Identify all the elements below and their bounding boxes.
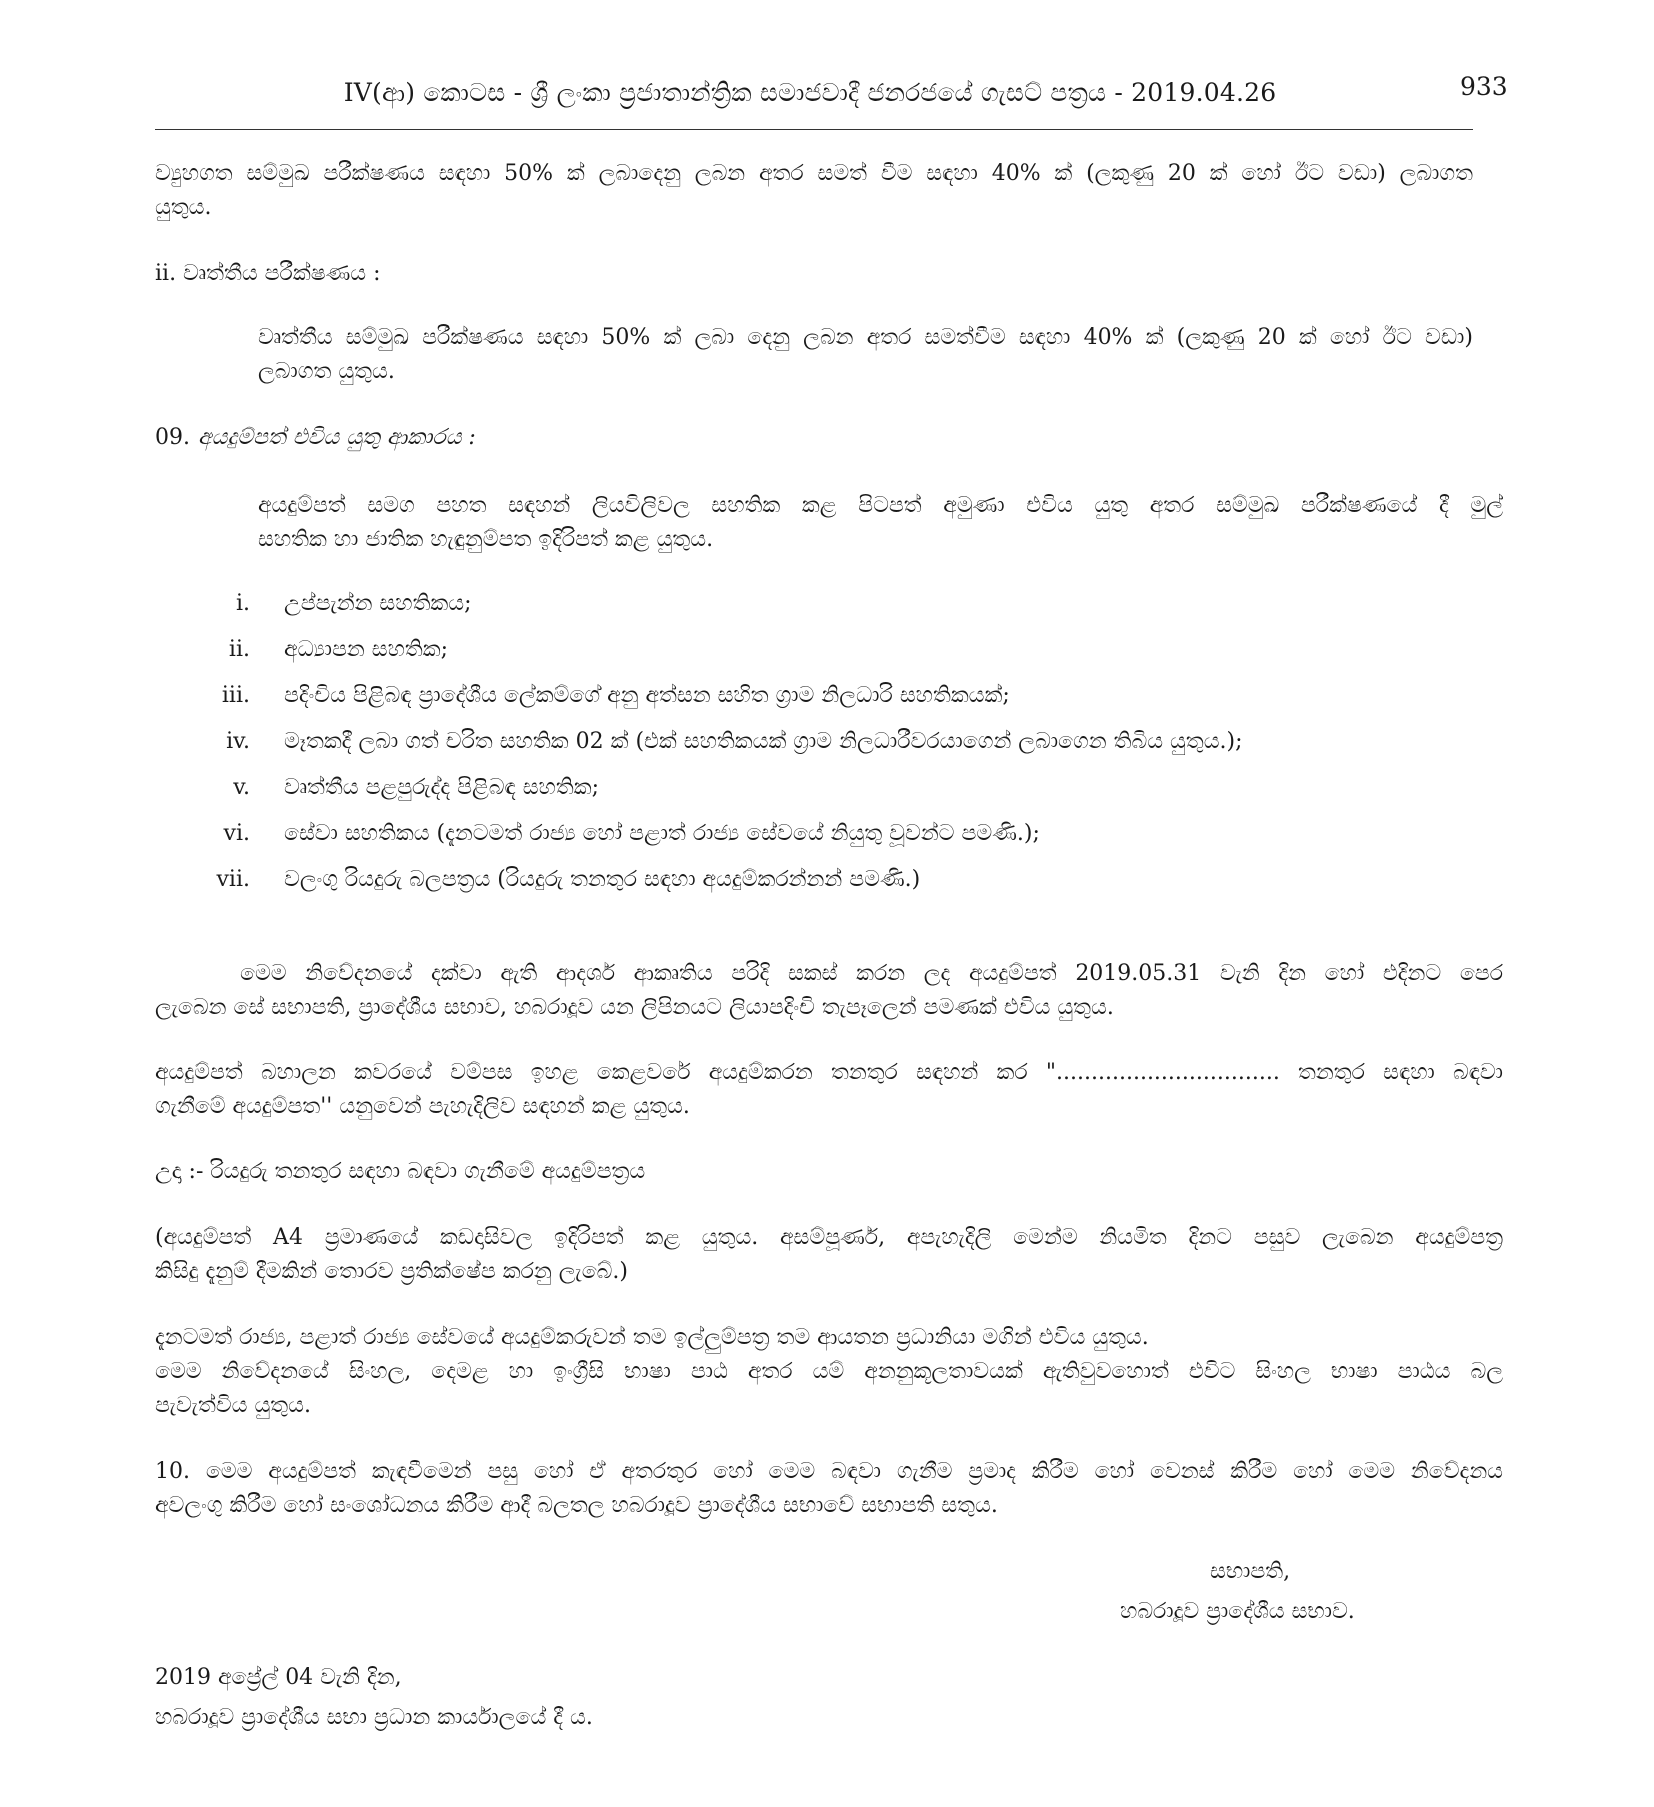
list-item-numeral: iii. xyxy=(221,683,250,708)
professional-test-line-2: ලබාගත යුතුය. xyxy=(258,359,395,384)
header-divider xyxy=(155,129,1473,130)
language-precedence-line-2: පැවැත්විය යුතුය. xyxy=(155,1393,311,1418)
list-item-text: උප්පැන්න සහතිකය; xyxy=(284,591,472,616)
public-servants-note: දැනටමත් රාජ්‍ය, පළාත් රාජ්‍ය සේවයේ අයදුම්කරුවන් තම ඉල්ලුම්පත්‍ර තම ආයතන ප්‍රධානියා මගින් එවිය යුතුය. xyxy=(155,1325,1149,1350)
list-item-numeral: vii. xyxy=(216,867,250,892)
list-item-text: වලංගු රියදුරු බලපත්‍රය (රියදුරු තනතුර සඳහා අයදුම්කරන්නන් පමණි.) xyxy=(284,867,921,892)
list-item-text: පදිංචිය පිළිබඳ ප්‍රාදේශීය ලේකම්ගේ අනු අත්සන සහිත ග්‍රාම නිලධාරි සහතිකයක්; xyxy=(284,683,1010,708)
language-precedence-line-1: මෙම නිවේදනයේ සිංහල, දෙමළ හා ඉංග්‍රීසි භාෂා පාඨ අතර යම් අනනුකූලතාවයක් ඇතිවුවහොත් එවිට සිංහල භාෂා පාඨය බල xyxy=(155,1359,1503,1384)
issue-place: හබරාදූව ප්‍රාදේශීය සභා ප්‍රධාන කාර්යාලයේ දී ය. xyxy=(155,1705,593,1730)
section-10-line-1: 10. මෙම අයදුම්පත් කැඳවීමෙන් පසු හෝ ඒ අතරතුර හෝ මෙම බඳවා ගැනීම ප්‍රමාද කිරීම හෝ වෙනස් කිරීම හෝ මෙම නිවේදනය xyxy=(155,1459,1503,1484)
list-item-text: මෑතකදී ලබා ගත් චරිත සහතික 02 ක් (එක් සහතිකයක් ග්‍රාම නිලධාරීවරයාගෙන් ලබාගෙන තිබිය යුතුය.); xyxy=(284,729,1243,754)
signatory-title: සභාපති, xyxy=(1210,1559,1291,1584)
envelope-example: උදා :- රියදුරු තනතුර සඳහා බඳවා ගැනීමේ අයදුම්පත්‍රය xyxy=(155,1159,646,1184)
page-number: 933 xyxy=(1460,72,1508,101)
section-09-intro-line-1: අයදුම්පත් සමග පහත සඳහන් ලියවිලිවල සහතික කළ පිටපත් අමුණා එවිය යුතු අතර සම්මුඛ පරීක්ෂණයේ දී මුල් xyxy=(258,493,1503,518)
issue-date: 2019 අප්‍රේල් 04 වැනි දින, xyxy=(155,1665,402,1690)
list-item-numeral: v. xyxy=(233,775,250,800)
paper-size-note-line-2: කිසිදු දැනුම් දීමකින් තොරව ප්‍රතික්ෂේප කරනු ලැබේ.) xyxy=(155,1259,628,1284)
signatory-office: හබරාදූව ප්‍රාදේශීය සභාව. xyxy=(1120,1599,1355,1624)
professional-test-line-1: වෘත්තීය සම්මුඛ පරීක්ෂණය සඳහා 50% ක් ලබා දෙනු ලබන අතර සමත්වීම සඳහා 40% ක් (ලකුණු 20 ක් හෝ ඊට වඩා) xyxy=(258,325,1473,350)
list-item-text: සේවා සහතිකය (දැනටමත් රාජ්‍ය හෝ පළාත් රාජ්‍ය සේවයේ නියුතු වූවන්ට පමණි.); xyxy=(284,821,1040,846)
list-item-numeral: i. xyxy=(235,591,250,616)
gazette-header-title: IV(ආ) කොටස - ශ්‍රී ලංකා ප්‍රජාතාන්ත්‍රික සමාජවාදී ජනරජයේ ගැසට් පත්‍රය - 2019.04.26 xyxy=(343,78,1277,107)
section-09-heading: අයදුම්පත් එවිය යුතු ආකාරය : xyxy=(198,425,476,450)
section-09-number: 09. xyxy=(155,425,190,450)
section-09-intro-line-2: සහතික හා ජාතික හැඳුනුම්පත ඉදිරිපත් කළ යුතුය. xyxy=(258,527,714,552)
list-item-text: අධ්‍යාපන සහතික; xyxy=(284,637,449,662)
interview-marks-line-1: ව්‍යුහගත සම්මුඛ පරීක්ෂණය සඳහා 50% ක් ලබාදෙනු ලබන අතර සමත් වීම සඳහා 40% ක් (ලකුණු 20 ක් හෝ ඊට වඩා) ලබාගත xyxy=(155,161,1473,186)
professional-test-heading: ii. වෘත්තීය පරීක්ෂණය : xyxy=(155,261,381,286)
submission-deadline-line-2: ලැබෙන සේ සභාපති, ප්‍රාදේශීය සභාව, හබරාදූව යන ලිපිනයට ලියාපදිංචි තැපෑලෙන් පමණක් එවිය යුතුය. xyxy=(155,995,1114,1020)
list-item-numeral: ii. xyxy=(228,637,250,662)
envelope-note-line-2: ගැනීමේ අයදුම්පත'' යනුවෙන් පැහැදිලිව සඳහන් කළ යුතුය. xyxy=(155,1094,690,1119)
list-item-numeral: iv. xyxy=(226,729,250,754)
paper-size-note-line-1: (අයදුම්පත් A4 ප්‍රමාණයේ කඩදාසිවල ඉදිරිපත් කළ යුතුය. අසම්පූර්ණ, අපැහැදිලි මෙන්ම නියමිත දිනට පසුව ලැබෙන අයදුම්පත්‍ර xyxy=(155,1225,1503,1250)
list-item-text: වෘත්තීය පළපුරුද්ද පිළිබඳ සහතික; xyxy=(284,775,599,800)
envelope-note-line-1: අයදුම්පත් බහාලන කවරයේ වම්පස ඉහළ කෙළවරේ අයදුම්කරන තනතුර සඳහන් කර "................................ තනතුර සඳහා බඳවා xyxy=(155,1060,1503,1085)
section-10-line-2: අවලංගු කිරීම හෝ සංශෝධනය කිරීම ආදී බලතල හබරාදූව ප්‍රාදේශීය සභාවේ සභාපති සතුය. xyxy=(155,1493,998,1518)
interview-marks-line-2: යුතුය. xyxy=(155,195,212,220)
submission-deadline-line-1: මෙම නිවේදනයේ දක්වා ඇති ආදර්ශ ආකෘතිය පරිදි සකස් කරන ලද අයදුම්පත් 2019.05.31 වැනි දින හෝ එදිනට පෙර xyxy=(240,961,1503,986)
list-item-numeral: vi. xyxy=(223,821,250,846)
